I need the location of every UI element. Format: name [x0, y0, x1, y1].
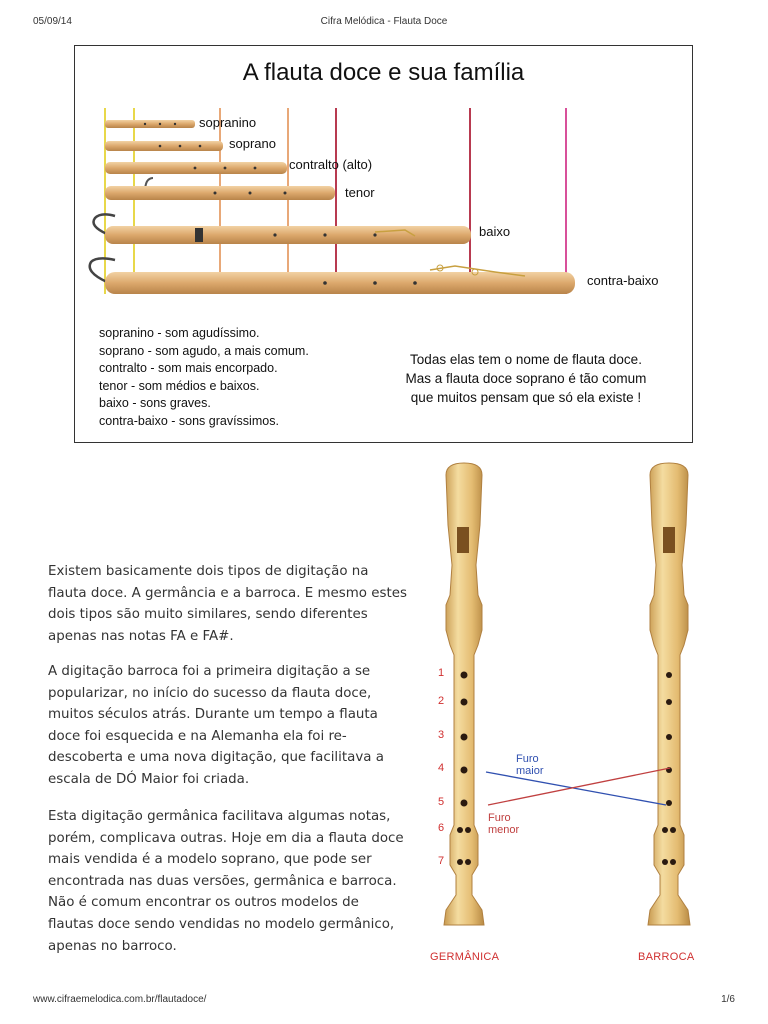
flute-label: contra-baixo: [587, 273, 659, 288]
flute-label: contralto (alto): [289, 157, 373, 172]
furo-menor-label: Furo menor: [488, 812, 520, 836]
paragraph-2: A digitação barroca foi a primeira digitação a se popularizar, no início do sucesso da flauta doce, muitos séculos atrás. Durante um tempo a flauta doce foi esquecida e na Alemanha ela foi re-descoberta e uma nova digitação, que facilitava a escala de DÓ Maior foi criada.: [48, 664, 384, 787]
flute-contra-baixo: [90, 258, 575, 294]
hole-number: 3: [438, 729, 445, 741]
description-list: [99, 325, 309, 431]
note-line: que muitos pensam que só ela existe !: [410, 390, 642, 405]
header-title: Cifra Melódica - Flauta Doce: [320, 16, 448, 27]
flute-label: baixo: [479, 224, 511, 239]
header-date: 05/09/14: [33, 16, 72, 27]
description-item: sopranino - som agudíssimo.: [99, 326, 260, 340]
hole-number: 7: [438, 855, 445, 867]
flute-tenor: [105, 178, 335, 200]
family-title: A flauta doce e sua família: [242, 59, 525, 86]
hole-number: 5: [438, 796, 445, 808]
description-item: contra-baixo - sons gravíssimos.: [99, 413, 279, 428]
flute-baixo: [94, 214, 472, 244]
flute-label: sopranino: [199, 115, 257, 130]
label-germanica: GERMÂNICA: [430, 951, 500, 963]
flute-label: tenor: [345, 185, 375, 200]
fingering-figure: [408, 455, 738, 975]
label-barroca: BARROCA: [638, 951, 695, 963]
hole-number: 4: [438, 762, 445, 774]
footer-page: 1/6: [721, 994, 735, 1005]
hole-number: 2: [438, 695, 445, 707]
hole-number: 6: [438, 822, 445, 834]
description-item: baixo - sons graves.: [99, 396, 211, 411]
flute-soprano: [105, 141, 223, 151]
paragraph-3: Esta digitação germânica facilitava algumas notas, porém, complicava outras. Hoje em dia a flauta doce mais vendida é a modelo soprano, que pode ser encontrada nas duas versões, germânica e barroca. Não é comum encontrar os outros modelos de flautas doce sendo vendidas no modelo germânico, apenas no barroco.: [48, 809, 404, 954]
flute-sopranino: [105, 120, 195, 128]
note-line: Todas elas tem o nome de flauta doce.: [410, 352, 642, 367]
description-item: contralto - som mais encorpado.: [99, 361, 278, 376]
description-item: soprano - som agudo, a mais comum.: [99, 343, 309, 358]
paragraph-1: Existem basicamente dois tipos de digitação na flauta doce. A germância e a barroca. E mesmo estes dois tipos são muito similares, sendo diferentes apenas nas notas FA e FA#.: [48, 564, 407, 644]
recorders-drawing: [408, 455, 738, 975]
description-item: tenor - som médios e baixos.: [99, 378, 260, 393]
flute-label: soprano: [229, 136, 276, 151]
note-line: Mas a flauta doce soprano é tão comum: [405, 371, 647, 386]
recorder-barroca: [648, 463, 690, 925]
furo-maior-label: Furo maior: [516, 753, 544, 777]
footer-url[interactable]: www.cifraemelodica.com.br/flautadoce/: [33, 994, 207, 1005]
recorder-germanica: [444, 463, 484, 925]
hole-number: 1: [438, 667, 445, 679]
family-note: [371, 350, 681, 407]
flute-contralto: [105, 162, 287, 174]
recorder-family-figure: [74, 45, 693, 443]
